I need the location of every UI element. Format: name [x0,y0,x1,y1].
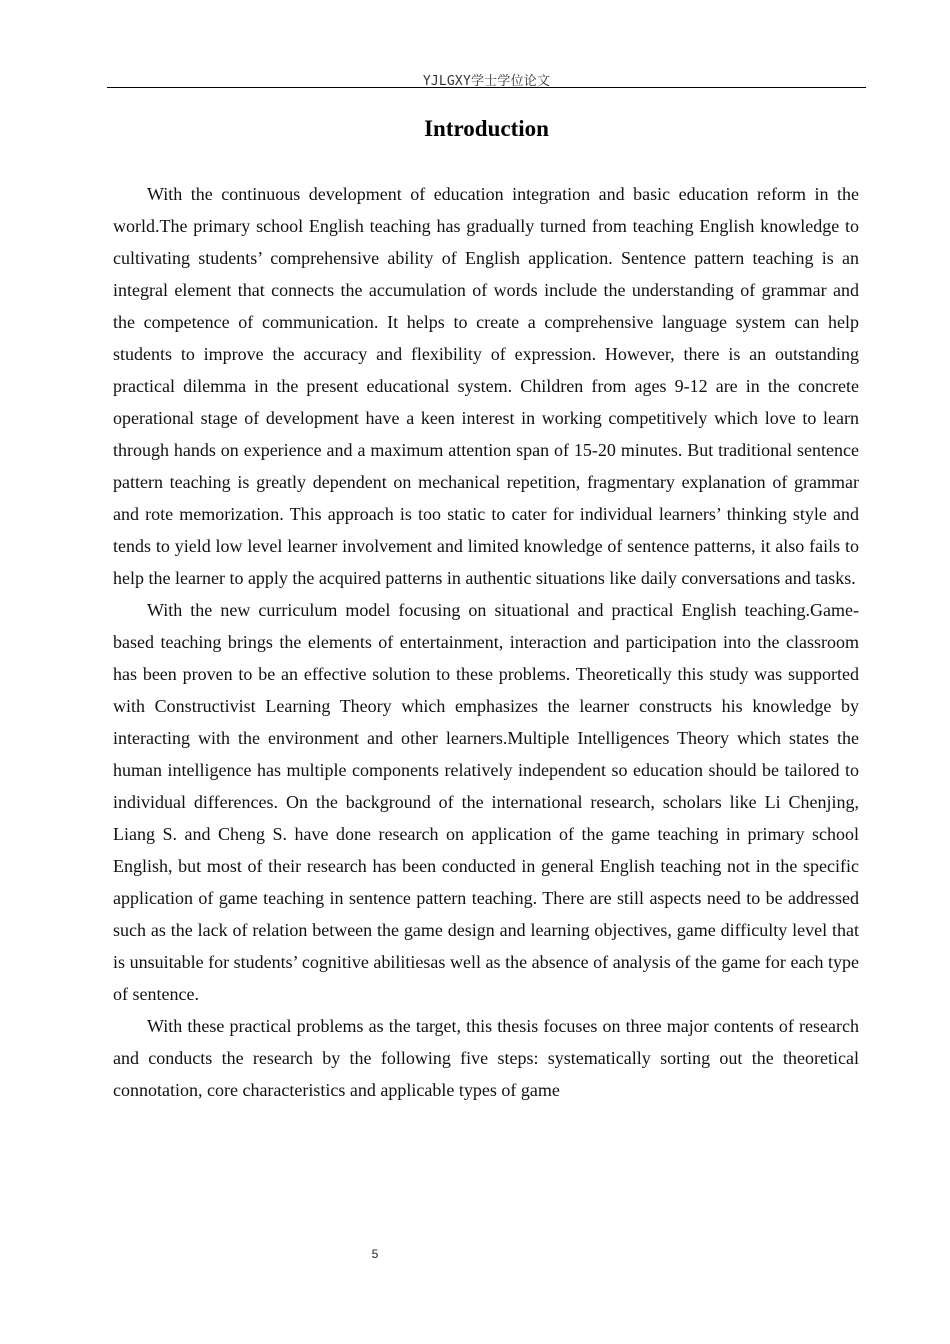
header-divider [107,87,866,88]
paragraph: With these practical problems as the target, this thesis focuses on three major contents of research and conducts the research by the following five steps: systematically sorting out the theoretical connotation, core characteristics and applicable types of game [113,1016,859,1100]
running-header: YJLGXY学士学位论文 [422,74,551,89]
body-text [113,178,859,1106]
section-title: Introduction [424,116,549,141]
page-number: 5 [371,1247,379,1261]
paragraph: With the new curriculum model focusing on situational and practical English teaching.Game-based teaching brings the elements of entertainment, interaction and participation into the classroom has been proven to be an effective solution to these problems. Theoretically this study was supported with Constructivist Learning Theory which emphasizes the learner constructs his knowledge by interacting with the environment and other learners.Multiple Intelligences Theory which states the human intelligence has multiple components relatively independent so education should be tailored to individual differences. On the background of the international research, scholars like Li Chenjing, Liang S. and Cheng S. have done research on application of the game teaching in primary school English, but most of their research has been conducted in general English teaching not in the specific application of game teaching in sentence pattern teaching. There are still aspects need to be addressed such as the lack of relation between the game design and learning objectives, game difficulty level that is unsuitable for students’ cognitive abilitiesas well as the absence of analysis of the game for each type of sentence. [113,600,859,1004]
paragraph: With the continuous development of education integration and basic education reform in the world.The primary school English teaching has gradually turned from teaching English knowledge to cultivating students’ comprehensive ability of English application. Sentence pattern teaching is an integral element that connects the accumulation of words include the understanding of grammar and the competence of communication. It helps to create a comprehensive language system can help students to improve the accuracy and flexibility of expression. However, there is an outstanding practical dilemma in the present educational system. Children from ages 9-12 are in the concrete operational stage of development have a keen interest in working competitively which love to learn through hands on experience and a maximum attention span of 15-20 minutes. But traditional sentence pattern teaching is greatly dependent on mechanical repetition, fragmentary explanation of grammar and rote memorization. This approach is too static to cater for individual learners’ thinking style and tends to yield low level learner involvement and limited knowledge of sentence patterns, it also fails to help the learner to apply the acquired patterns in authentic situations like daily conversations and tasks. [113,184,859,588]
